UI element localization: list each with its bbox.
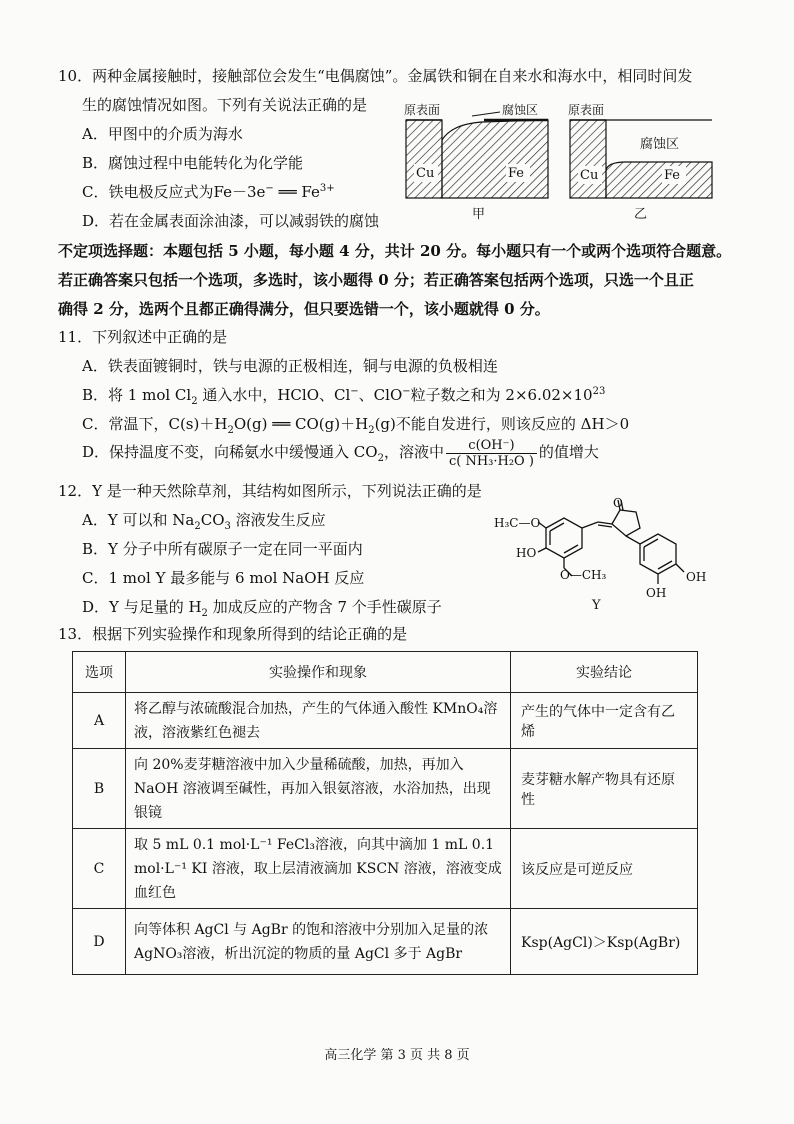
table-header-operation: 实验操作和现象 [126,652,511,693]
row-conclusion: Ksp(AgCl)＞Ksp(AgBr) [511,909,698,975]
struct-hydroxyl-left: HO [516,546,537,560]
table-header-option: 选项 [73,652,126,693]
q12-stem: 12．Y 是一种天然除草剂，其结构如图所示，下列说法正确的是 [58,482,482,500]
instructions-line2: 若正确答案只包括一个选项，多选时，该小题得 0 分；若正确答案包括两个选项，只选一个且正 [58,271,694,289]
row-conclusion: 产生的气体中一定含有乙烯 [511,693,698,749]
row-operation: 向等体积 AgCl 与 AgBr 的饱和溶液中分别加入足量的浓 AgNO₃溶液，析出沉淀的物质的量 AgCl 多于 AgBr [126,909,511,975]
fig-yi-surface-label: 原表面 [568,103,605,117]
instructions-line3: 确得 2 分，选两个且都正确得满分，但只要选错一个，该小题就得 0 分。 [58,300,550,318]
q11-option-b: B．将 1 mol $Cl_2$ 通入水中，HClO、Cl−、ClO−粒子数之和为 $2\times 6.02\times 10^{23}$ [82,386,606,407]
table-row [73,909,698,975]
q12-option-d: D．Y 与足量的 $H_2$ 加成反应的产物含 7 个手性碳原子 [82,598,442,619]
row-conclusion: 该反应是可逆反应 [511,829,698,909]
q11-fraction: $\frac{c(OH^-)}{\text{c( NH₃·H₂O )}}$ [446,438,537,469]
fig-jia-surface-label: 原表面 [404,103,441,117]
q13-stem: 13．根据下列实验操作和现象所得到的结论正确的是 [58,625,408,643]
q11-option-c: C．常温下，$C(s)+H_2O(g)$ ══ $CO(g)+H_2(g)$不能自发进行，则该反应的 ΔH＞0 [82,415,630,436]
q10-line2: 生的腐蚀情况如图。下列有关说法正确的是 [82,96,368,114]
struct-hydroxyl-bottom: OH [646,586,667,600]
table-row [73,829,698,909]
row-key: A [73,693,126,749]
fig-jia-fe-label: Fe [508,166,525,181]
fig-yi-zone-label: 腐蚀区 [640,137,680,152]
q11-stem: 11．下列叙述中正确的是 [58,328,228,346]
q10-option-b: B．腐蚀过程中电能转化为化学能 [82,154,304,172]
table-row [73,693,698,749]
experiment-table [72,651,698,975]
q12-option-a: A．Y 可以和 $Na_2CO_3$ 溶液发生反应 [82,511,326,532]
struct-methoxy-top: H₃C—O [494,516,541,530]
fig-jia-zone-label: 腐蚀区 [502,103,539,117]
q11-option-a: A．铁表面镀铜时，铁与电源的正极相连，铜与电源的负极相连 [82,357,498,375]
table-header-row [73,652,698,693]
row-operation: 将乙醇与浓硫酸混合加热，产生的气体通入酸性 KMnO₄溶液，溶液紫红色褪去 [126,693,511,749]
q10-line1: 10．两种金属接触时，接触部位会发生“电偶腐蚀”。金属铁和铜在自来水和海水中，相同时间发 [58,67,693,85]
q12-option-b: B．Y 分子中所有碳原子一定在同一平面内 [82,540,363,558]
row-key: C [73,829,126,909]
row-operation: 向 20%麦芽糖溶液中加入少量稀硫酸，加热，再加入 NaOH 溶液调至碱性，再加入银氨溶液，水浴加热，出现银镜 [126,749,511,829]
row-key: D [73,909,126,975]
q11-option-d: D．保持温度不变，向稀氨水中缓慢通入 $CO_2$，溶液中 $\frac{c(OH^-)}{\text{c( NH₃·H₂O )}}$ 的值增大 [82,437,599,469]
page-footer: 高三化学 第 3 页 共 8 页 [324,1048,470,1063]
instructions-line1: 不定项选择题：本题包括 5 小题，每小题 4 分，共计 20 分。每小题只有一个或两个选项符合题意。 [58,242,732,260]
fig-yi-cu-label: Cu [580,168,599,183]
fig-jia-caption: 甲 [472,207,486,222]
table-row [73,749,698,829]
q10-option-c: C．铁电极反应式为Fe－3e− ══ $Fe^{3+}$ [82,183,335,201]
struct-carbonyl-o: O [613,496,623,510]
fig-yi-fe-label: Fe [664,168,681,183]
q10-option-d: D．若在金属表面涂油漆，可以减弱铁的腐蚀 [82,212,380,230]
q12-option-c: C．1 mol Y 最多能与 6 mol NaOH 反应 [82,569,365,587]
fig-jia-cu-label: Cu [416,166,435,181]
row-conclusion: 麦芽糖水解产物具有还原性 [511,749,698,829]
struct-label-y: Y [592,598,601,613]
q10-option-a: A．甲图中的介质为海水 [82,125,243,143]
struct-methoxy-bottom: O—CH₃ [560,568,607,582]
fig-yi-caption: 乙 [634,207,648,222]
table-header-conclusion: 实验结论 [511,652,698,693]
row-operation: 取 5 mL 0.1 mol·L⁻¹ FeCl₃溶液，向其中滴加 1 mL 0.1 mol·L⁻¹ KI 溶液，取上层清液滴加 KSCN 溶液，溶液变成血红色 [126,829,511,909]
struct-hydroxyl-right: OH [686,570,707,584]
row-key: B [73,749,126,829]
